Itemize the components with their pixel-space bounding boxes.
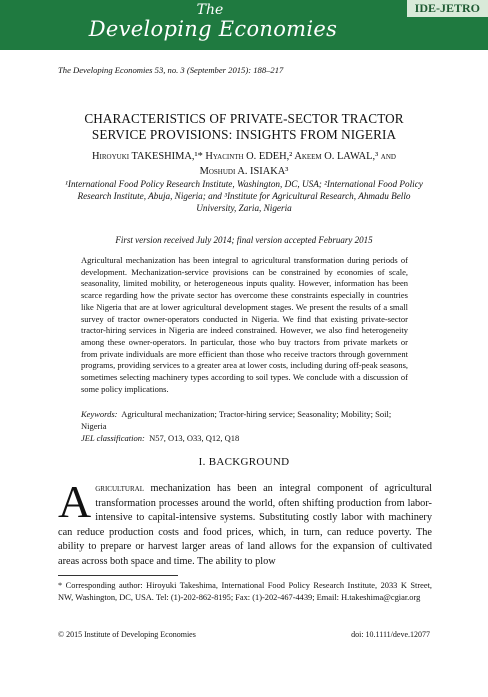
masthead-the: The (196, 2, 224, 18)
corresponding-author-footnote: * Corresponding author: Hiroyuki Takeshima, International Food Policy Research Institute, 2033 K Street, NW, Washington, DC, USA. Tel: (1)-202-862-8195; Fax: (1)-202-467-4439; Email: H.takeshima@cgiar.org (58, 581, 432, 602)
received-dates: First version received July 2014; final version accepted February 2015 (115, 235, 373, 245)
section-heading: I. BACKGROUND (198, 456, 290, 468)
affiliation-line-3: University, Zaria, Nigeria (196, 203, 292, 214)
author-line-2: Moshudi A. ISIAKA³ (199, 166, 289, 177)
footnote-rule (58, 575, 178, 576)
jel-classification (81, 433, 408, 445)
keywords-text: Agricultural mechanization; Tractor-hiring service; Seasonality; Mobility; Soil; Nigeria (81, 409, 392, 431)
keywords (81, 409, 408, 432)
journal-masthead (0, 0, 488, 50)
jel-codes: N57, O13, O33, Q12, Q18 (149, 433, 240, 443)
author-list (58, 149, 430, 179)
article-title-line-2: SERVICE PROVISIONS: INSIGHTS FROM NIGERIA (91, 127, 397, 142)
body-text: mechanization has been an integral component of agricultural transformation processes around the world, often shifting production from labor-intensive to capital-intensive systems. Substituting costly labor with machinery can reduce production costs and food prices, which, in turn, can reduce poverty. The ability to prepare or harvest larger areas of land allows for the expansion of cultivated areas across both space and time. The ability to plow (58, 483, 432, 567)
drop-cap: A (58, 476, 92, 527)
publisher-badge: IDE-JETRO (407, 0, 488, 17)
affiliation-line-1: ¹International Food Policy Research Institute, Washington, DC, USA; ²International Food Policy (65, 179, 423, 189)
copyright-notice: © 2015 Institute of Developing Economies (58, 630, 196, 639)
body-lead-word: gricultural (95, 483, 144, 494)
author-line-1: Hiroyuki TAKESHIMA,¹* Hyacinth O. EDEH,² Akeem O. LAWAL,³ and (92, 151, 396, 162)
article-title-line-1: CHARACTERISTICS OF PRIVATE-SECTOR TRACTOR (84, 111, 404, 126)
body-paragraph (58, 476, 432, 569)
article-title (58, 111, 430, 143)
abstract: Agricultural mechanization has been integral to agricultural transformation during periods of development. Mechanization-service provisions can be constrained by economies of scale, seasonality, limited mobility, or heterogeneous inputs quality. However, information has been scarce regarding how the private sector has overcome these constraints especially in countries like Nigeria that are at lower agricultural development stages. We present the results of a small survey of tractor owner-operators conducted in Nigeria. We find that existing private-sector tractor-hiring services in Nigeria are indeed constrained. However, we also find heterogeneity among these owner-operators. In particular, those who buy tractors from private markets or from private individuals are more efficient than those who receive tractors through government programs, providing services to a greater area at lower costs, including during off-peak seasons, sometimes selecting machinery types according to soil types. We conclude with a discussion of some policy implications. (81, 255, 408, 394)
keywords-label: Keywords: (81, 409, 118, 419)
jel-label: JEL classification: (81, 433, 145, 443)
doi-link[interactable]: doi: 10.1111/deve.12077 (351, 630, 430, 639)
author-affiliations (58, 178, 430, 215)
affiliation-line-2: Research Institute, Abuja, Nigeria; and ³Institute for Agricultural Research, Ahmadu Bello (77, 191, 411, 202)
journal-citation: The Developing Economies 53, no. 3 (September 2015): 188–217 (58, 65, 284, 75)
masthead-title: Developing Economies (88, 17, 338, 41)
